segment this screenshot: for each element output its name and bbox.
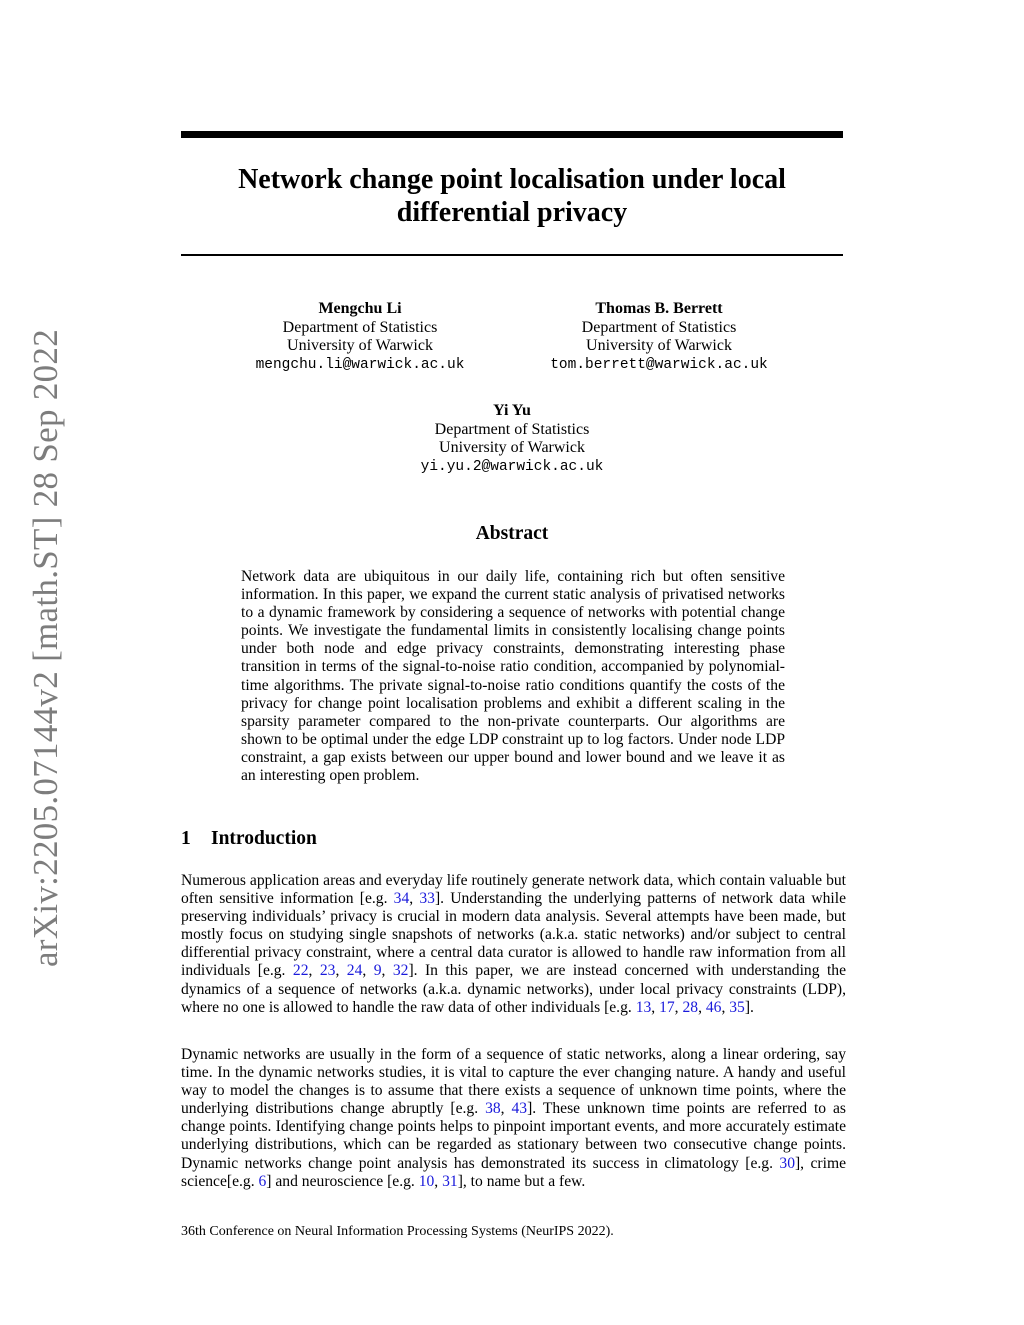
citation-link[interactable]: 32	[392, 962, 409, 980]
citation-separator: ,	[362, 962, 374, 980]
citation-link[interactable]: 9	[373, 962, 382, 980]
citation-link[interactable]: 38	[485, 1100, 501, 1118]
citation-link[interactable]: 23	[319, 962, 336, 980]
title-bottom-rule	[181, 254, 843, 256]
author-email: yi.yu.2@warwick.ac.uk	[420, 458, 604, 475]
author-department: Department of Statistics	[581, 318, 737, 336]
citation-link[interactable]: 17	[659, 998, 675, 1016]
section-number: 1	[181, 828, 191, 849]
citation-separator: ,	[674, 998, 683, 1016]
arxiv-identifier-stamp: arXiv:2205.07144v2 [math.ST] 28 Sep 2022	[26, 328, 65, 968]
author-department: Department of Statistics	[282, 318, 438, 336]
author-name: Mengchu Li	[318, 300, 402, 317]
paragraph-text: Dynamic networks are usually in the form of a sequence of static networks, along a linear ordering, say time. In the dynamic networks studies, it is vital to capture the ever changing nature. A handy and useful way to model the changes is to assume that there exists a sequence of unknown time points, where the underlying distributions change abruptly [e.g.	[181, 1046, 846, 1118]
citation-link[interactable]: 24	[346, 962, 363, 980]
author-block-thomas-berrett	[519, 300, 799, 374]
citation-link[interactable]: 6	[258, 1172, 267, 1190]
citation-separator: ,	[698, 998, 706, 1016]
author-name: Yi Yu	[493, 402, 531, 419]
citation-separator: ,	[434, 1172, 443, 1190]
paragraph-text: ]. Understanding the underlying patterns of network data while preserving individuals’ privacy is crucial in modern data analysis. Several attempts have been made, but mostly focus on studying single snapshots of networks (a.k.a. static networks) and/or subject to central differential privacy constraint, where a central data curator is allowed to handle raw information from all individuals [e.g.	[181, 890, 846, 980]
paragraph-text: ] and neuroscience [e.g.	[266, 1172, 419, 1190]
paper-title	[181, 163, 843, 229]
citation-link[interactable]: 43	[511, 1100, 528, 1118]
citation-separator: ,	[335, 962, 347, 980]
citation-link[interactable]: 22	[292, 962, 309, 980]
paragraph-text: ], to name but a few.	[457, 1172, 586, 1190]
citation-link[interactable]: 33	[419, 890, 435, 908]
paper-title-line-1: Network change point localisation under local	[238, 164, 786, 195]
author-university: University of Warwick	[439, 439, 585, 456]
citation-separator: ,	[381, 962, 393, 980]
author-university: University of Warwick	[287, 337, 433, 354]
author-email: mengchu.li@warwick.ac.uk	[255, 356, 465, 373]
introduction-paragraph-1	[181, 872, 846, 1017]
author-block-mengchu-li	[220, 300, 500, 374]
paper-title-line-2: differential privacy	[396, 197, 628, 228]
citation-separator: ,	[721, 998, 730, 1016]
author-department: Department of Statistics	[434, 420, 590, 438]
paragraph-text: ].	[744, 998, 754, 1016]
author-block-yi-yu	[372, 402, 652, 476]
abstract-heading: Abstract	[475, 523, 549, 544]
citation-link[interactable]: 46	[705, 998, 722, 1016]
citation-separator: ,	[651, 998, 660, 1016]
paragraph-text: ]. In this paper, we are instead concerned with understanding the dynamics of a sequence of networks (a.k.a. dynamic networks), under local privacy constraints (LDP), where no one is allowed to handle the raw data of other individuals [e.g.	[181, 962, 846, 1016]
citation-link[interactable]: 30	[779, 1154, 795, 1172]
citation-link[interactable]: 34	[393, 890, 410, 908]
citation-link[interactable]: 28	[682, 998, 699, 1016]
paragraph-text: Numerous application areas and everyday life routinely generate network data, which contain valuable but often sensitive information [e.g.	[181, 872, 846, 908]
citation-link[interactable]: 13	[635, 998, 652, 1016]
citation-link[interactable]: 10	[418, 1172, 435, 1190]
citation-separator: ,	[500, 1100, 512, 1118]
section-heading-introduction	[181, 828, 317, 850]
author-university: University of Warwick	[586, 337, 732, 354]
section-title: Introduction	[211, 828, 317, 849]
abstract-text: Network data are ubiquitous in our daily life, containing rich but often sensitive information. In this paper, we expand the current static analysis of privatised networks to a dynamic framework by considering a sequence of networks with potential change points. We investigate the fundamental limits in consistently localising change points under both node and edge privacy constraints, demonstrating interesting phase transition in terms of the signal-to-noise ratio condition, accompanied by polynomial-time algorithms. The private signal-to-noise ratio conditions quantify the costs of the privacy for change point localisation problems and exhibit a different scaling in the sparsity parameter compared to the non-private counterparts. Our algorithms are shown to be optimal under the edge LDP constraint up to log factors. Under node LDP constraint, a gap exists between our upper bound and lower bound and we leave it as an interesting open problem.	[241, 568, 785, 785]
author-email: tom.berrett@warwick.ac.uk	[550, 356, 768, 373]
citation-separator: ,	[409, 890, 420, 908]
paragraph-text: ]. These unknown time points are referred to as change points. Identifying change points helps to pinpoint important events, and more accurately estimate underlying distributions, which can be regarded as stationary between two consecutive change points. Dynamic networks change point analysis has demonstrated its success in climatology [e.g.	[181, 1100, 847, 1172]
title-top-rule	[181, 131, 843, 138]
citation-link[interactable]: 31	[442, 1172, 458, 1190]
citation-separator: ,	[308, 962, 320, 980]
paragraph-text: ], crime science[e.g.	[181, 1154, 846, 1190]
conference-footnote: 36th Conference on Neural Information Processing Systems (NeurIPS 2022).	[181, 1224, 614, 1239]
introduction-paragraph-2	[181, 1046, 846, 1191]
author-name: Thomas B. Berrett	[595, 300, 723, 317]
citation-link[interactable]: 35	[729, 998, 745, 1016]
